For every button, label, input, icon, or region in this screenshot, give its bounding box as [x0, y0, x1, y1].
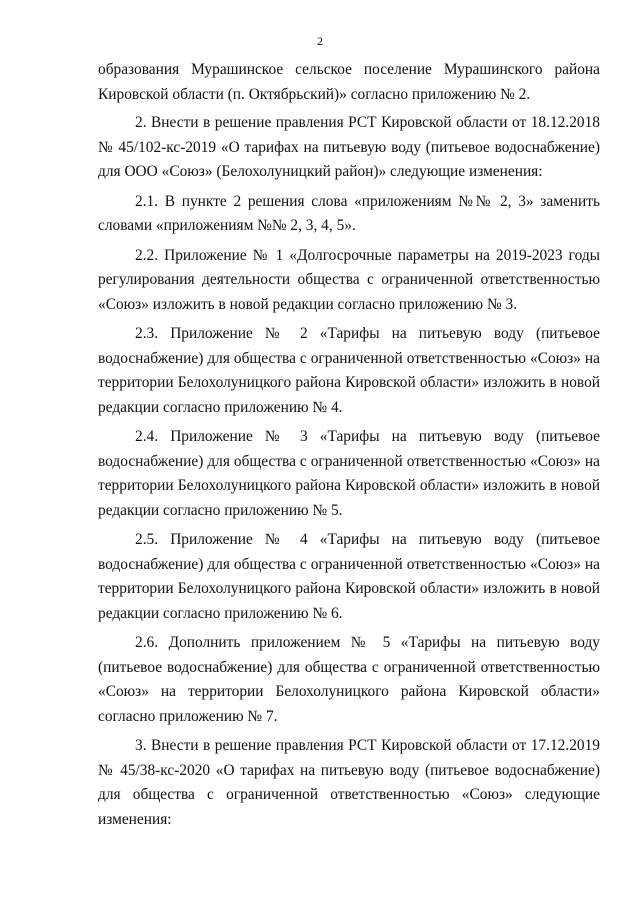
paragraph-item-2-6: 2.6. Дополнить приложением № 5 «Тарифы на питьевую воду (питьевое водоснабжение) для общества с ограниченной ответственностью «Союз» на территории Белохолуницкого района Кировской области» согласно приложению № 7. — [98, 634, 600, 725]
paragraph-continuation: образования Мурашинское сельское поселение Мурашинского района Кировской области (п. Октябрьский)» согласно приложению № 2. — [98, 61, 600, 103]
paragraph-item-2-2: 2.2. Приложение № 1 «Долгосрочные параметры на 2019-2023 годы регулирования деятельности общества с ограниченной ответственностью «Союз» изложить в новой редакции согласно приложению № 3. — [98, 246, 600, 313]
page-number: 2 — [317, 34, 323, 48]
paragraph-item-3: 3. Внести в решение правления РСТ Кировской области от 17.12.2019 № 45/38-кс-2020 «О тарифах на питьевую воду (питьевое водоснабжение) для общества с ограниченной ответственностью «Союз» следующие изменения: — [98, 737, 600, 828]
document-body — [98, 58, 600, 832]
paragraph-item-2-1: 2.1. В пункте 2 решения слова «приложениям №№ 2, 3» заменить словами «приложениям №№ 2, 3, 4, 5». — [98, 192, 600, 234]
paragraph-item-2-4: 2.4. Приложение № 3 «Тарифы на питьевую воду (питьевое водоснабжение) для общества с ограниченной ответственностью «Союз» на территории Белохолуницкого района Кировской области» изложить в новой редакции согласно приложению № 5. — [98, 428, 600, 519]
paragraph-item-2: 2. Внести в решение правления РСТ Кировской области от 18.12.2018 № 45/102-кс-2019 «О тарифах на питьевую воду (питьевое водоснабжение) для ООО «Союз» (Белохолуницкий район)» следующие изменения: — [98, 114, 600, 180]
paragraph-item-2-3: 2.3. Приложение № 2 «Тарифы на питьевую воду (питьевое водоснабжение) для общества с ограниченной ответственностью «Союз» на территории Белохолуницкого района Кировской области» изложить в новой редакции согласно приложению № 4. — [98, 325, 600, 416]
paragraph-item-2-5: 2.5. Приложение № 4 «Тарифы на питьевую воду (питьевое водоснабжение) для общества с ограниченной ответственностью «Союз» на территории Белохолуницкого района Кировской области» изложить в новой редакции согласно приложению № 6. — [98, 531, 600, 622]
